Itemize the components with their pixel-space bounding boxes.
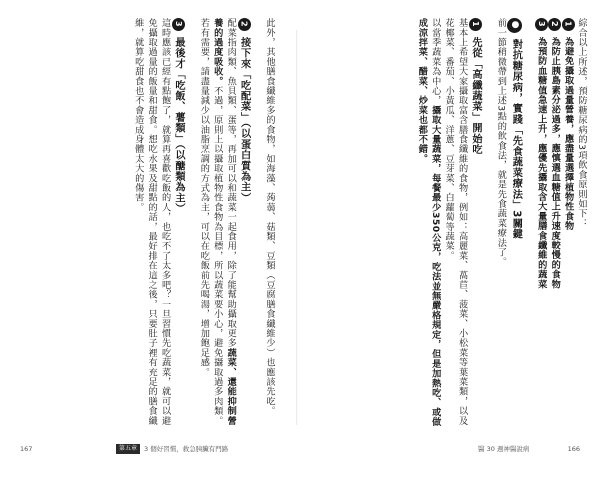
item-1-body: 基本上希望大家攝取富含膳食纖維的食物，例如：高麗菜、萵苣、菠菜、小松菜等葉菜類，以及花椰菜、番茄、小黃瓜、洋蔥、豆芽菜、白蘿蔔等蔬菜。 [443,18,468,426]
item-2-lead: 配菜指肉類、魚貝類、蛋等，再加可以和蔬菜一起食用，除了能幫助攝取更多 [225,18,237,348]
item-1-heading [469,18,482,433]
item-3-heading [172,18,185,433]
item-2-title: 接下來「吃配菜」（以蛋白質為主） [238,37,250,204]
item-1-number-badge: 1 [469,18,482,31]
item-3-body: 這時應該已經有點飽了，就算再喜歡吃飯的人，也吃不了太多吧？一旦習慣先吃蔬菜，就可以避免攝取過量的飯量和甜食。想吃水果及甜點的話，最好排在這之後，只要肚子裡有充足的膳食纖維，就算吃甜食也不會造成身體太大的傷害。 [132,18,171,426]
item-2-heading [237,18,250,433]
spacer [185,18,197,433]
item-1-emphasis: 攝取大量蔬菜，每餐最少350公克，吃法並無嚴格規定，但是加熱吃、或做成涼拌菜、醋菜、炒菜也都不錯。 [416,18,441,427]
chapter-tab: 第五章 [116,444,140,454]
item-1-body-2 [415,18,442,433]
principle-item [534,18,547,433]
item-2-rest: 不過，原則上以攝取植物性食物為目標，所以蔬菜要小心，避免攝取過多肉類。若有需要，請盡量減少以油脂烹調的方式為主，可以在吃飯前先喝湯，增加飽足感。 [198,18,223,426]
principle-item [561,18,574,433]
paragraph-other-fiber: 此外，其他膳食纖維多的食物，如海藻、蒟蒻、菇類、豆類（豆腐膳食纖維少）也應該先吃。 [264,18,275,416]
right-page-number: 166 [567,445,580,453]
section-title: 對抗糖尿病，實踐「先食蔬菜療法」3關鍵 [510,39,522,240]
principle-text: 為防止胰島素分泌過多，應慎選血糖值上升速度較慢的食物 [549,36,561,289]
principle-text: 為預防血糖值急速上升，應優先攝取含大量膳食纖維的蔬菜 [535,36,547,289]
item-2-number-badge: 2 [238,18,251,31]
item-1-title: 先從「高纖蔬菜」開始吃 [469,37,481,155]
spacer [482,18,494,433]
principle-number-badge: 1 [562,18,575,31]
item-2-body [197,18,237,433]
left-page-body [14,18,276,433]
principles-intro: 綜合以上所述，預防糖尿病的3項飲食原則如下： [576,18,587,229]
spacer [251,18,263,433]
section-intro: 前一節稍微帶到上述3點的飲食法，就是先食蔬菜療法了。 [495,18,507,267]
principle-number-badge: 2 [548,18,561,31]
principle-item [548,18,561,433]
item-3-number-badge: 3 [172,18,185,31]
principle-number-badge: 3 [535,18,548,31]
item-2-emphasis: 蔬菜、還能抑制營養的過度吸收。 [211,18,237,426]
spacer [522,18,534,433]
book-title: 醫 30 週神醫說病 [478,445,530,453]
section-bullet-icon: ● [507,18,522,33]
section-heading [507,18,522,433]
principle-text: 為避免攝取過量營養，應盡量選擇植物性食物 [562,36,574,231]
left-page-number: 167 [20,445,33,453]
right-footer [330,443,580,455]
item-3-title: 最後才「吃飯、薯類」（以醣類為主） [172,37,184,214]
right-page-body [318,18,588,433]
item-1-lead: 以當季蔬菜為中心， [429,18,441,106]
right-page [318,18,588,433]
chapter-title: 3 個好習慣，救急胰臟有門路 [144,445,229,453]
page-gutter [296,30,298,425]
left-footer [20,443,280,455]
left-page [14,18,280,433]
